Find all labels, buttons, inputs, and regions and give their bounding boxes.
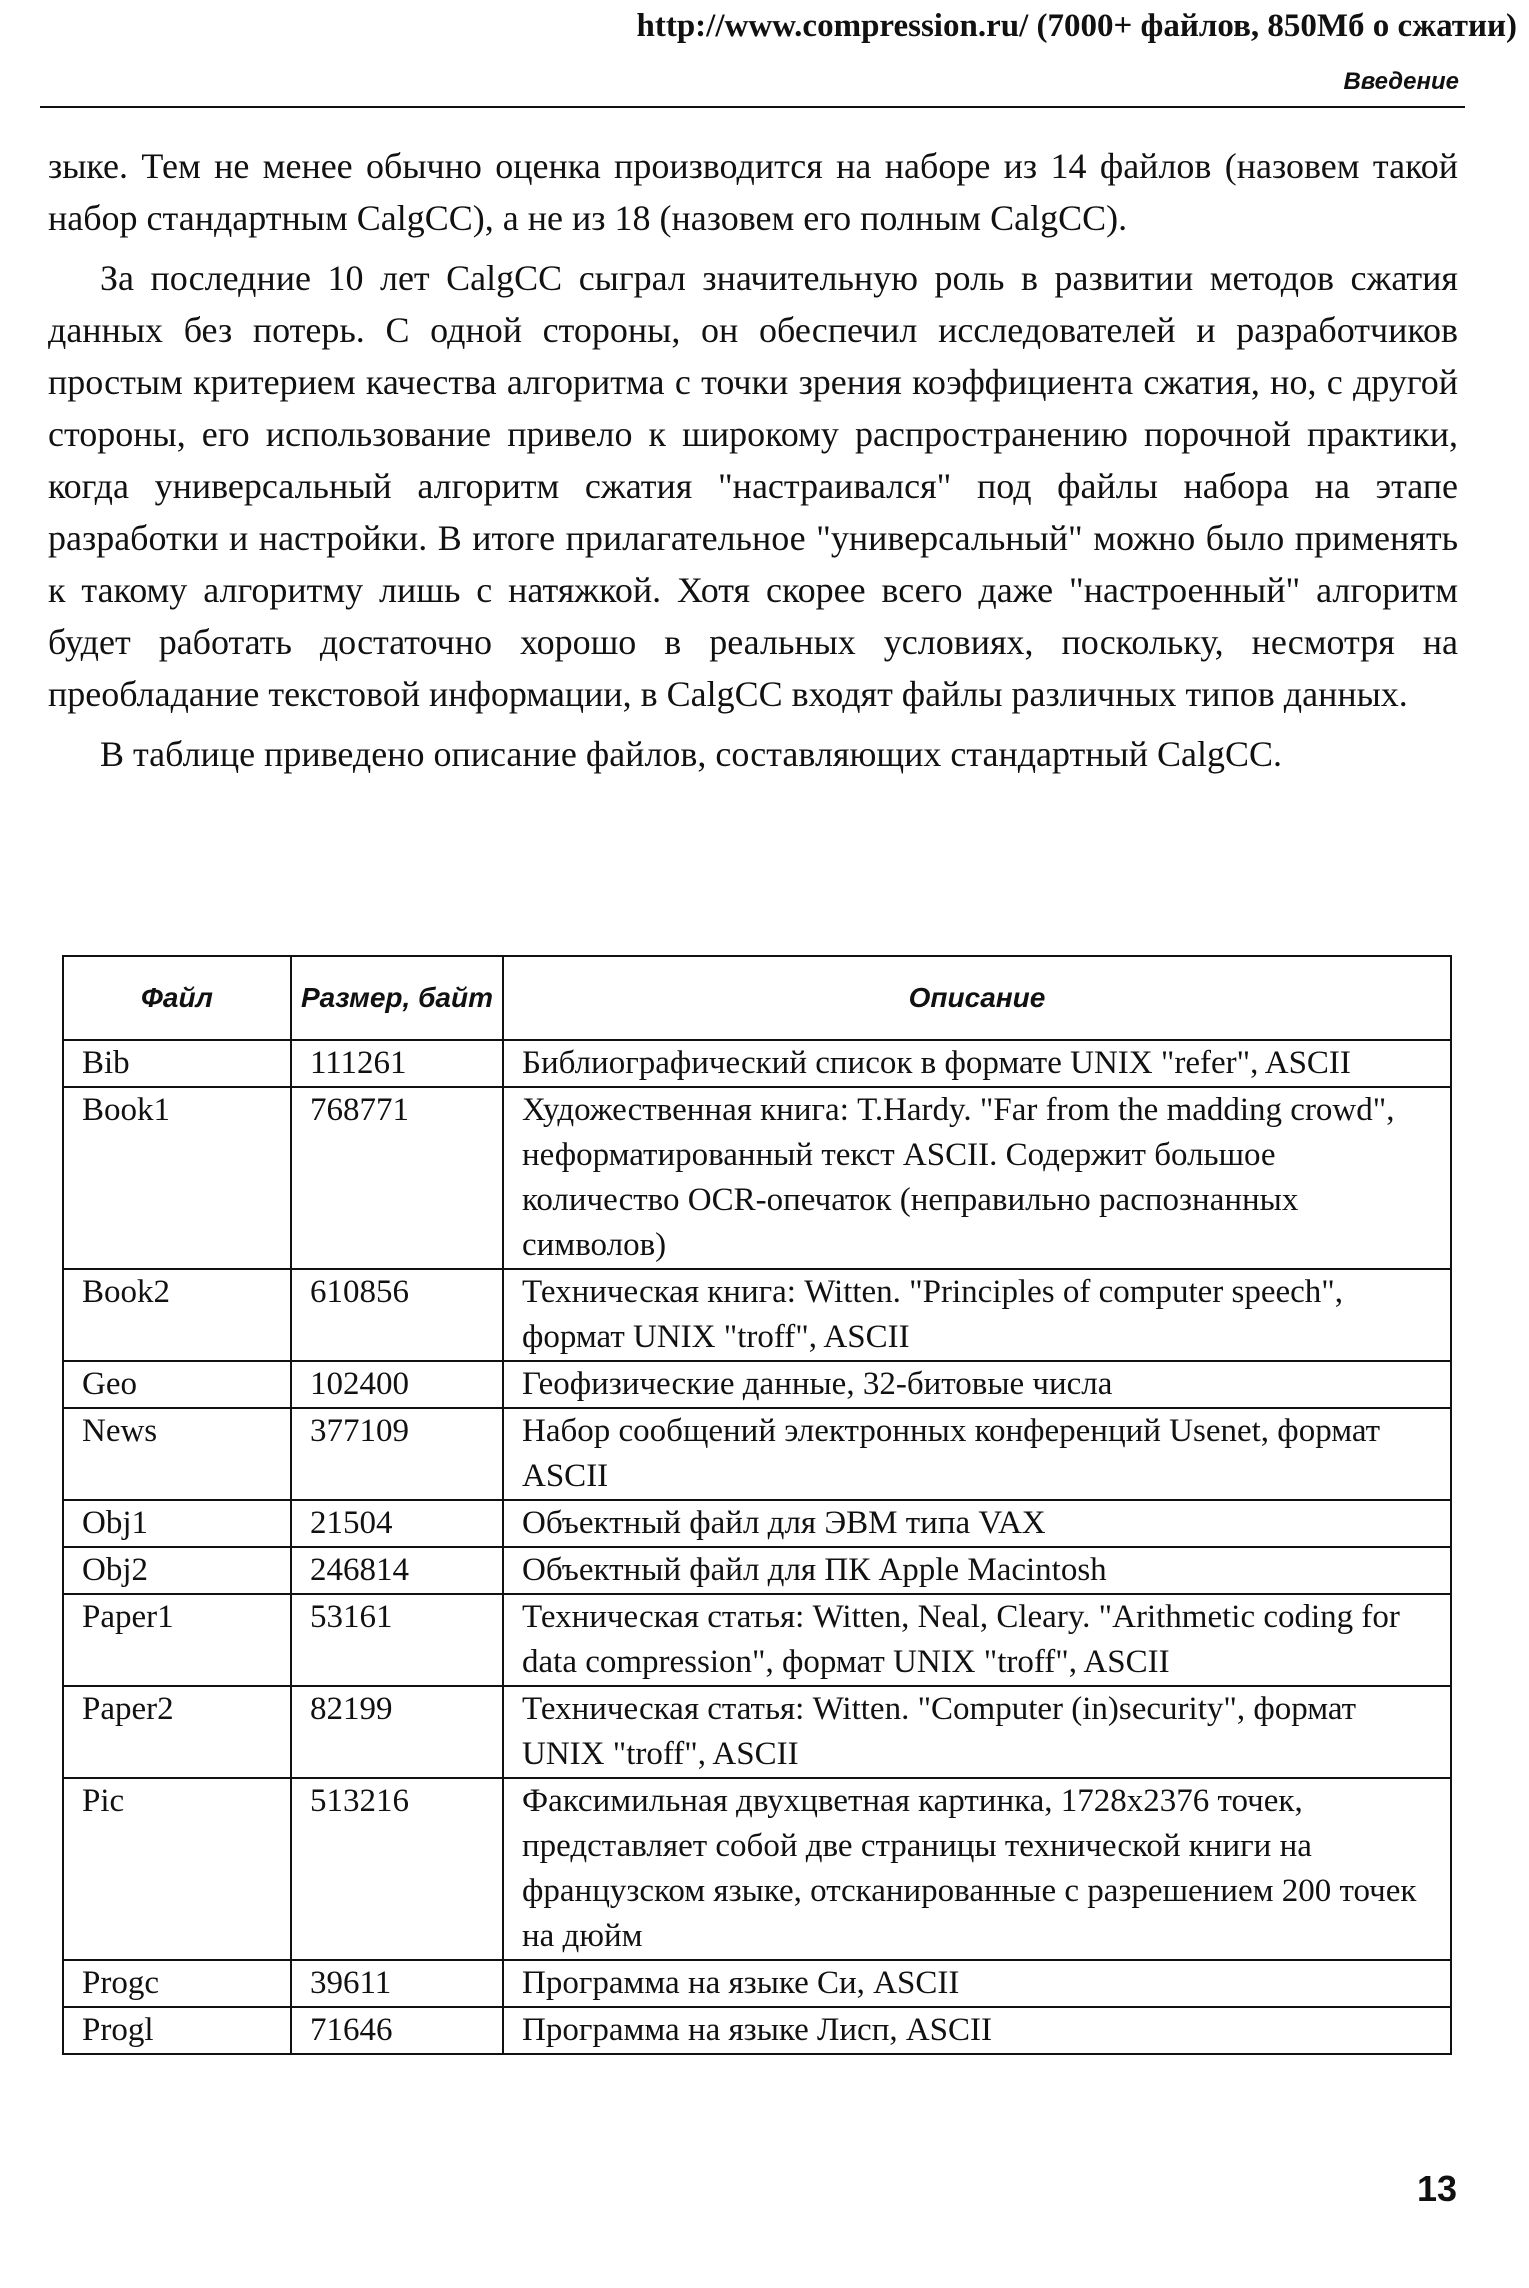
header-source-url: http://www.compression.ru/ (7000+ файлов, 850Мб о сжатии) bbox=[636, 8, 1517, 44]
calgcc-files-table bbox=[62, 955, 1452, 2055]
file-description-cell: Техническая книга: Witten. "Principles of computer speech", формат UNIX "troff", ASCII bbox=[503, 1269, 1451, 1361]
column-header-size: Размер, байт bbox=[291, 956, 503, 1040]
file-description-cell: Факсимильная двухцветная картинка, 1728x2376 точек, представляет собой две страницы технической книги на французском языке, отсканированные с разрешением 200 точек на дюйм bbox=[503, 1778, 1451, 1960]
file-name-cell: Paper2 bbox=[63, 1686, 291, 1778]
paragraph: зыке. Тем не менее обычно оценка производится на наборе из 14 файлов (назовем такой набор стандартным CalgCC), а не из 18 (назовем его полным CalgCC). bbox=[48, 146, 1458, 238]
table-row bbox=[63, 2007, 1451, 2054]
header-divider bbox=[40, 106, 1465, 108]
file-name-cell: Geo bbox=[63, 1361, 291, 1408]
table-row bbox=[63, 1778, 1451, 1960]
file-description-cell: Техническая статья: Witten, Neal, Cleary. "Arithmetic coding for data compression", формат UNIX "troff", ASCII bbox=[503, 1594, 1451, 1686]
file-size-cell: 610856 bbox=[291, 1269, 503, 1361]
file-description-cell: Объектный файл для ЭВМ типа VAX bbox=[503, 1500, 1451, 1547]
file-name-cell: News bbox=[63, 1408, 291, 1500]
file-name-cell: Obj1 bbox=[63, 1500, 291, 1547]
file-name-cell: Progc bbox=[63, 1960, 291, 2007]
table-row bbox=[63, 1040, 1451, 1087]
file-size-cell: 111261 bbox=[291, 1040, 503, 1087]
file-description-cell: Набор сообщений электронных конференций Usenet, формат ASCII bbox=[503, 1408, 1451, 1500]
paragraph: За последние 10 лет CalgCC сыграл значительную роль в развитии методов сжатия данных без потерь. С одной стороны, он обеспечил исследователей и разработчиков простым критерием качества алгоритма с точки зрения коэффициента сжатия, но, с другой стороны, его использование привело к широкому распространению порочной практики, когда универсальный алгоритм сжатия "настраивался" под файлы набора на этапе разработки и настройки. В итоге прилагательное "универсальный" можно было применять к такому алгоритму лишь с натяжкой. Хотя скорее всего даже "настроенный" алгоритм будет работать достаточно хорошо в реальных условиях, поскольку, несмотря на преобладание текстовой информации, в CalgCC входят файлы различных типов данных. bbox=[48, 258, 1458, 714]
file-size-cell: 513216 bbox=[291, 1778, 503, 1960]
file-name-cell: Obj2 bbox=[63, 1547, 291, 1594]
running-section-title: Введение bbox=[1343, 68, 1459, 95]
file-size-cell: 39611 bbox=[291, 1960, 503, 2007]
table-row bbox=[63, 1087, 1451, 1269]
file-description-cell: Техническая статья: Witten. "Computer (in)security", формат UNIX "troff", ASCII bbox=[503, 1686, 1451, 1778]
column-header-file: Файл bbox=[63, 956, 291, 1040]
column-header-description: Описание bbox=[503, 956, 1451, 1040]
file-name-cell: Progl bbox=[63, 2007, 291, 2054]
file-description-cell: Библиографический список в формате UNIX "refer", ASCII bbox=[503, 1040, 1451, 1087]
file-name-cell: Paper1 bbox=[63, 1594, 291, 1686]
file-size-cell: 21504 bbox=[291, 1500, 503, 1547]
file-name-cell: Pic bbox=[63, 1778, 291, 1960]
file-size-cell: 82199 bbox=[291, 1686, 503, 1778]
file-description-cell: Программа на языке Лисп, ASCII bbox=[503, 2007, 1451, 2054]
file-size-cell: 53161 bbox=[291, 1594, 503, 1686]
table-row bbox=[63, 1408, 1451, 1500]
file-description-cell: Программа на языке Си, ASCII bbox=[503, 1960, 1451, 2007]
table-row bbox=[63, 1547, 1451, 1594]
table-row bbox=[63, 1960, 1451, 2007]
file-description-cell: Художественная книга: T.Hardy. "Far from the madding crowd", неформатированный текст ASCII. Содержит большое количество OCR-опечаток (неправильно распознанных символов) bbox=[503, 1087, 1451, 1269]
table-header-row bbox=[63, 956, 1451, 1040]
file-name-cell: Bib bbox=[63, 1040, 291, 1087]
page-number: 13 bbox=[1416, 2168, 1457, 2209]
table-row bbox=[63, 1361, 1451, 1408]
file-description-cell: Объектный файл для ПК Apple Macintosh bbox=[503, 1547, 1451, 1594]
file-size-cell: 377109 bbox=[291, 1408, 503, 1500]
file-size-cell: 71646 bbox=[291, 2007, 503, 2054]
table-row bbox=[63, 1686, 1451, 1778]
paragraph: В таблице приведено описание файлов, составляющих стандартный CalgCC. bbox=[100, 734, 1283, 774]
file-size-cell: 102400 bbox=[291, 1361, 503, 1408]
table-row bbox=[63, 1269, 1451, 1361]
table-row bbox=[63, 1500, 1451, 1547]
file-name-cell: Book1 bbox=[63, 1087, 291, 1269]
file-name-cell: Book2 bbox=[63, 1269, 291, 1361]
file-description-cell: Геофизические данные, 32-битовые числа bbox=[503, 1361, 1451, 1408]
table-row bbox=[63, 1594, 1451, 1686]
file-size-cell: 768771 bbox=[291, 1087, 503, 1269]
body-text bbox=[48, 140, 1458, 788]
file-size-cell: 246814 bbox=[291, 1547, 503, 1594]
